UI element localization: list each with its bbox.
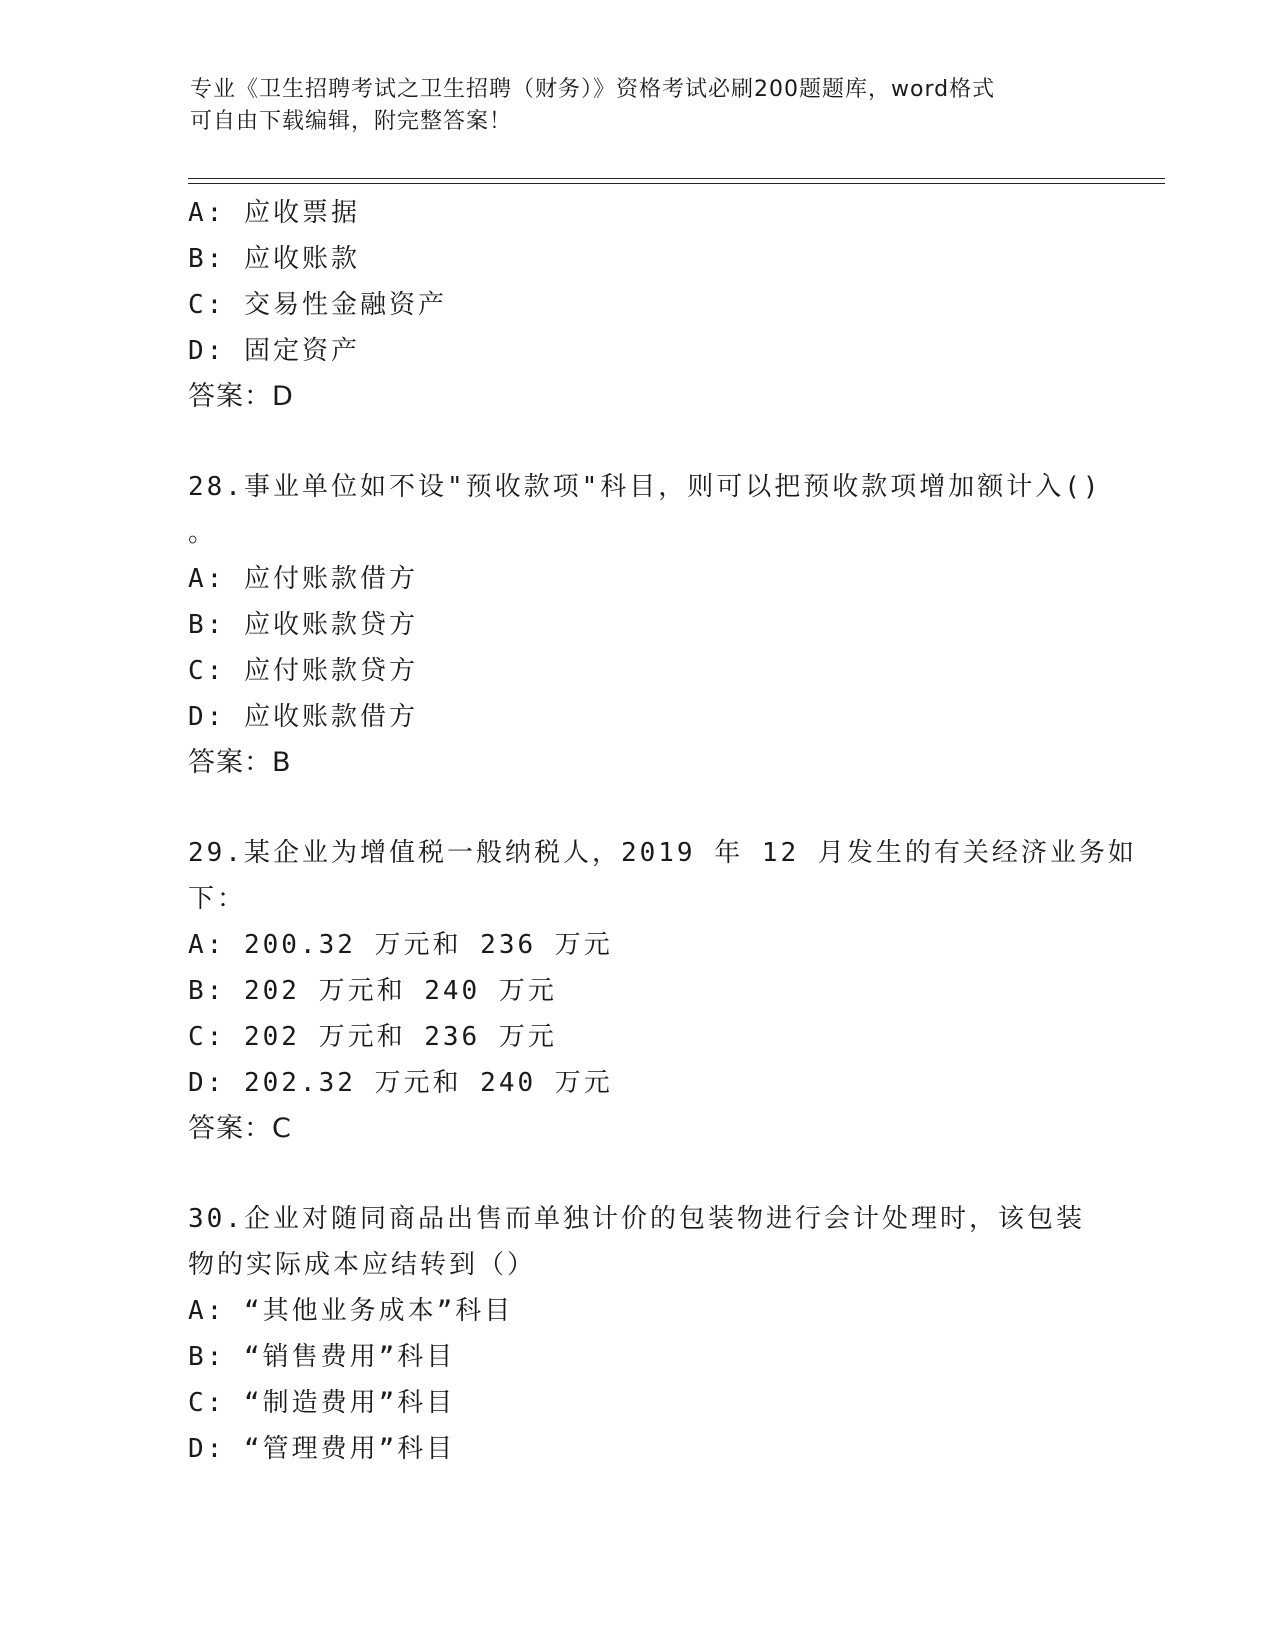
question-stem: 29.某企业为增值税一般纳税人，2019 年 12 月发生的有关经济业务如 [188,838,1137,868]
answer-line: 答案：C [188,1113,292,1144]
header-line-2: 可自由下载编辑，附完整答案！ [190,109,513,134]
option-d: D: 202.32 万元和 240 万元 [188,1068,613,1098]
option-c: C: 应付账款贷方 [188,656,418,686]
option-b: B: 应收账款 [188,244,360,274]
question-30 [188,1196,1088,1472]
question-stem: 28.事业单位如不设"预收款项"科目，则可以把预收款项增加额计入() [188,472,1102,502]
question-28 [188,464,1102,786]
option-a: A: “其他业务成本”科目 [188,1296,514,1326]
option-d: D: “管理费用”科目 [188,1434,456,1464]
question-stem-cont: 下： [188,884,247,914]
header-divider-top [188,178,1165,179]
question-stem: 30.企业对随同商品出售而单独计价的包装物进行会计处理时，该包装 [188,1204,1085,1234]
option-c: C: 202 万元和 236 万元 [188,1022,557,1052]
question-list [188,190,1137,1472]
document-header [190,74,1090,138]
option-c: C: “制造费用”科目 [188,1388,456,1418]
option-a: A: 应收票据 [188,198,360,228]
option-c: C: 交易性金融资产 [188,290,447,320]
option-d: D: 固定资产 [188,336,360,366]
option-b: B: 202 万元和 240 万元 [188,976,557,1006]
option-b: B: 应收账款贷方 [188,610,418,640]
question-stem-cont: 物的实际成本应结转到（） [188,1250,537,1280]
header-divider-bottom [188,183,1165,184]
option-d: D: 应收账款借方 [188,702,418,732]
option-a: A: 200.32 万元和 236 万元 [188,930,613,960]
answer-line: 答案：B [188,747,292,778]
question-29 [188,830,1137,1152]
question-stem-cont: 。 [188,518,218,548]
option-b: B: “销售费用”科目 [188,1342,456,1372]
header-line-1: 专业《卫生招聘考试之卫生招聘（财务）》资格考试必刷200题题库，word格式 [190,77,996,102]
answer-line: 答案：D [188,381,294,412]
question-27 [188,190,1088,420]
option-a: A: 应付账款借方 [188,564,418,594]
